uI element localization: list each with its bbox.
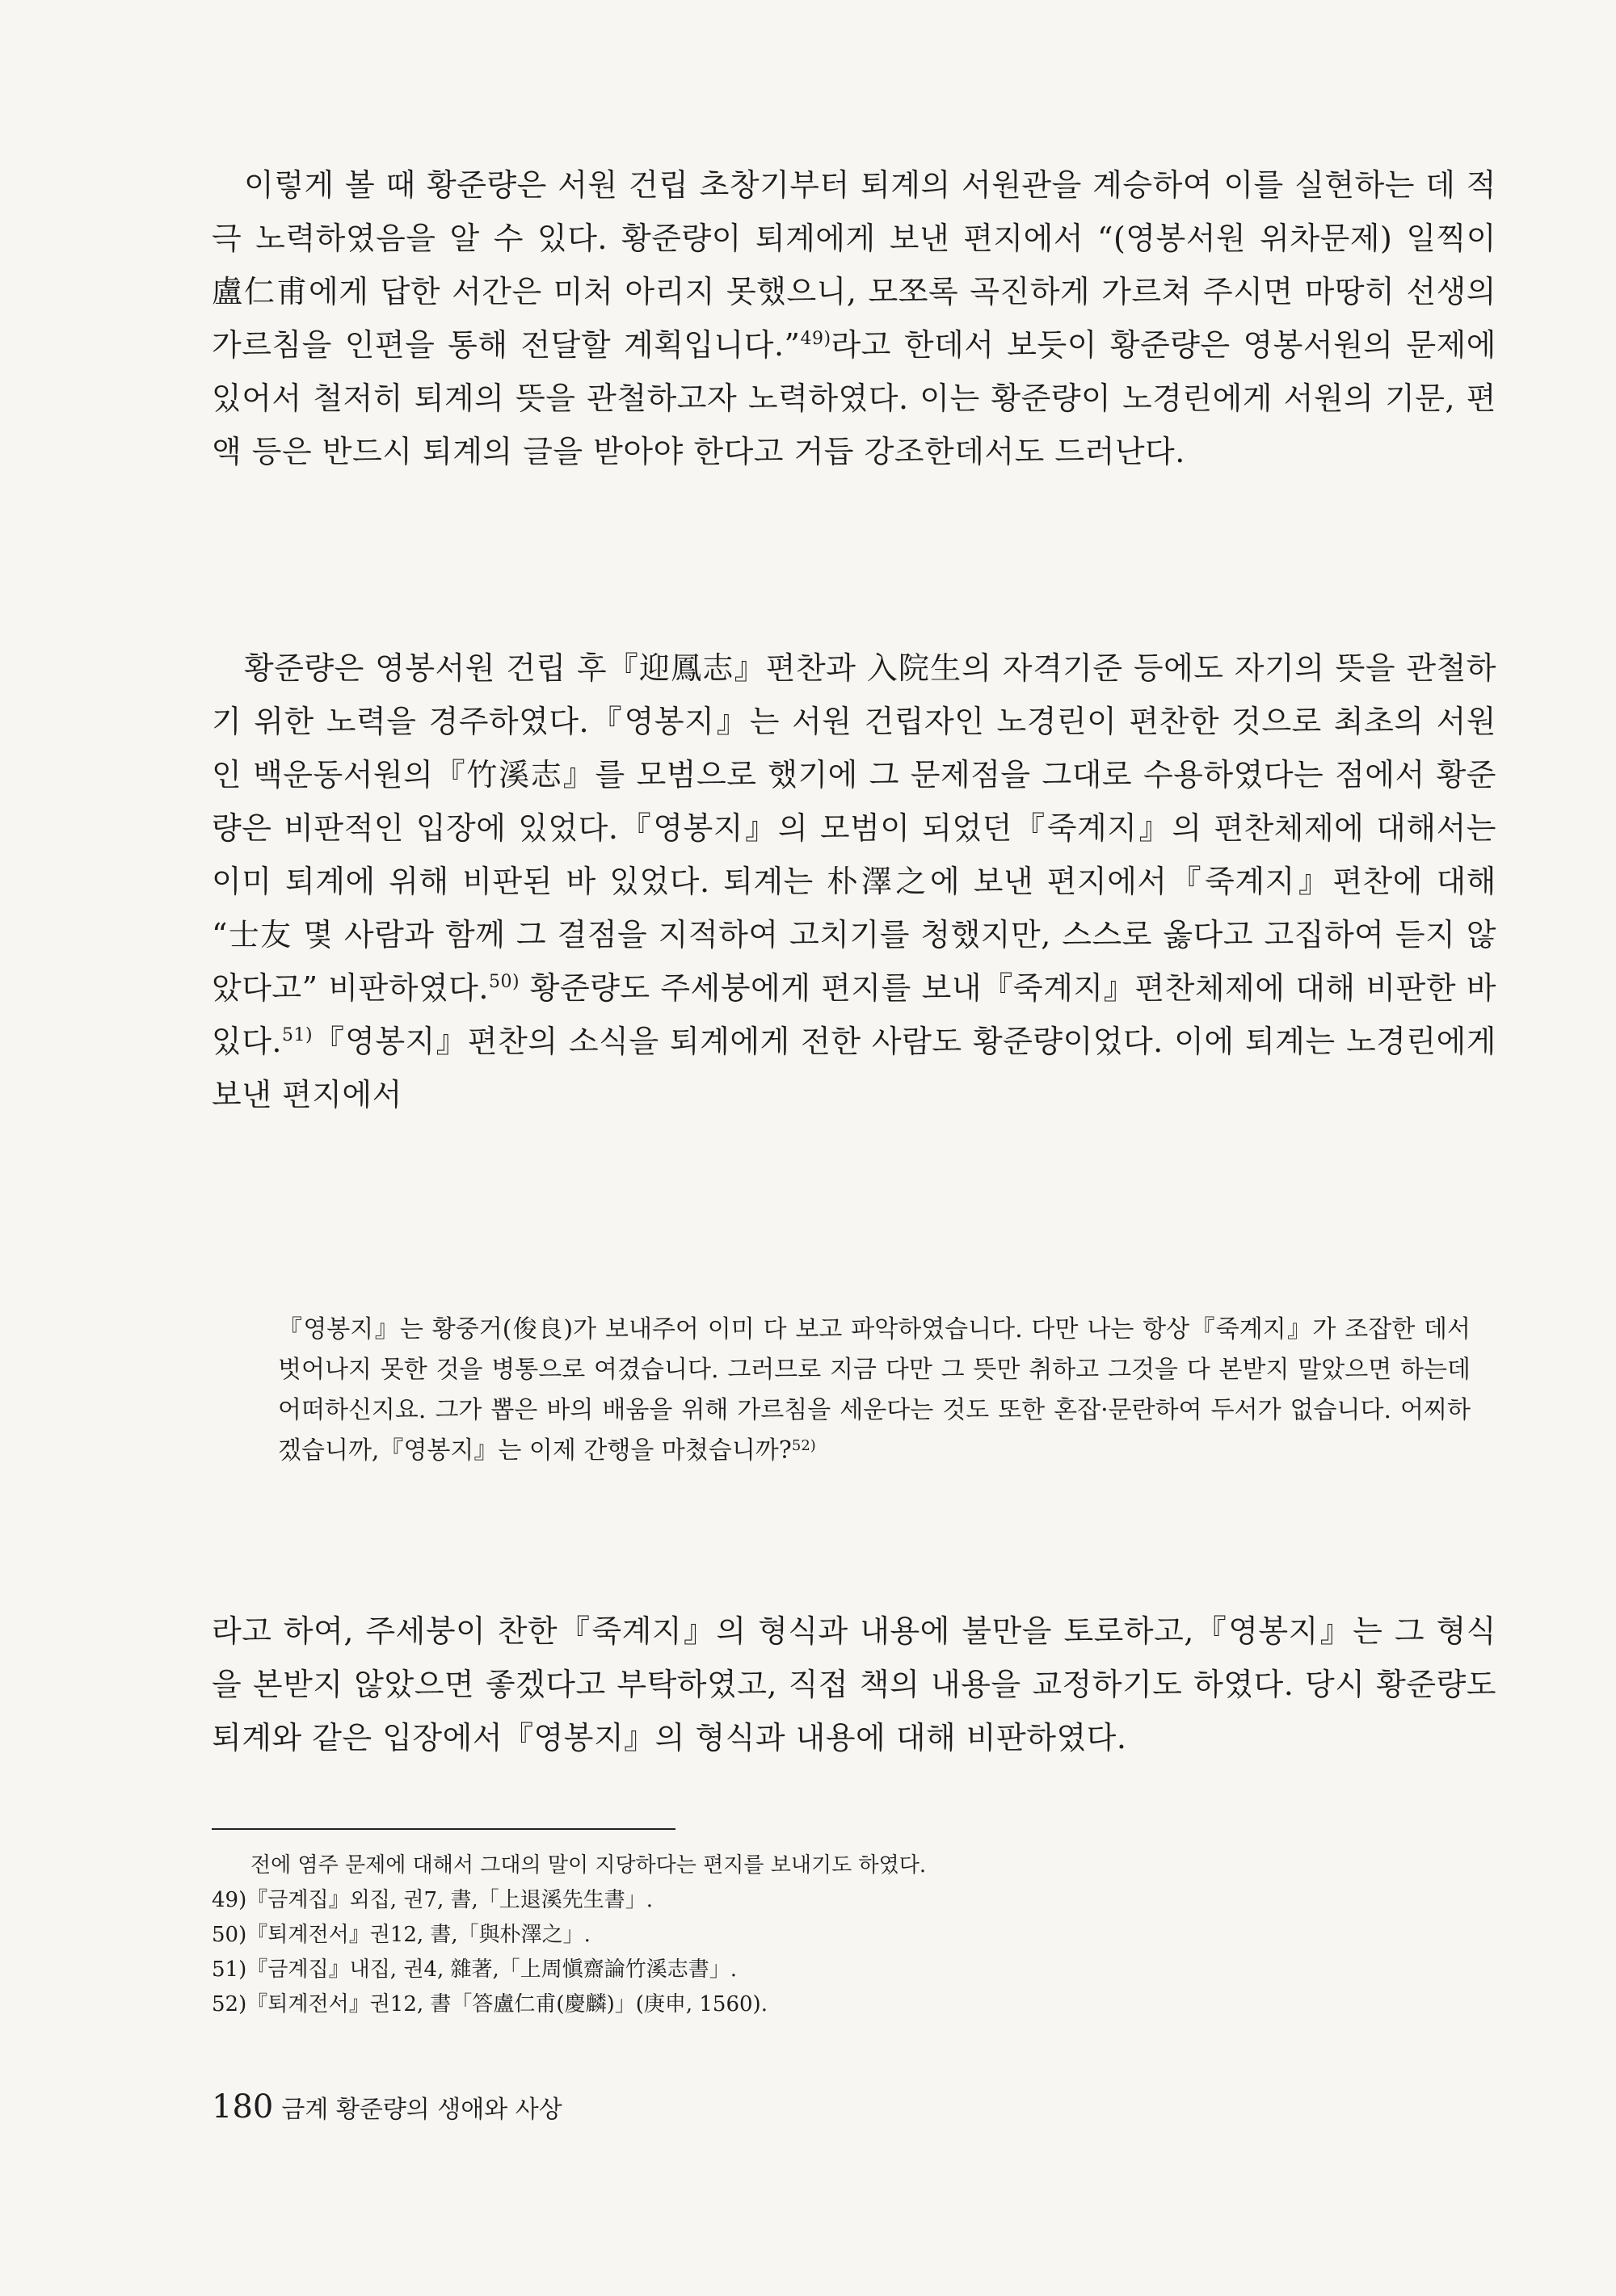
- footnote-ref-52[interactable]: 52): [791, 1437, 816, 1454]
- paragraph-3-text: 라고 하여, 주세붕이 찬한『죽계지』의 형식과 내용에 불만을 토로하고,『영봉지』는 그 형식을 본받지 않았으면 좋겠다고 부탁하였고, 직접 책의 내용을 교정하기도 하였다. 당시 황준량도 퇴계와 같은 입장에서『영봉지』의 형식과 내용에 대해 비판하였다.: [212, 1613, 1496, 1756]
- footnote-ref-49[interactable]: 49): [800, 329, 831, 349]
- paragraph-2-text-3: 『영봉지』편찬의 소식을 퇴계에게 전한 사람도 황준량이었다. 이에 퇴계는 노경린에게 보낸 편지에서: [212, 1024, 1496, 1112]
- block-quote: [278, 1310, 1471, 1471]
- footnote-ref-50[interactable]: 50): [488, 972, 520, 992]
- footnote-49: 49)『금계집』외집, 권7, 書,「上退溪先生書」.: [212, 1888, 654, 1912]
- footnote-51: 51)『금계집』내집, 권4, 雜著,「上周愼齋論竹溪志書」.: [212, 1957, 738, 1982]
- paragraph-1-text-after: 라고 한데서 보듯이 황준량은 영봉서원의 문제에 있어서 철저히 퇴계의 뜻을 관철하고자 노력하였다. 이는 황준량이 노경린에게 서원의 기문, 편액 등은 반드시 퇴계의 글을 받아야 한다고 거듭 강조한데서도 드러난다.: [212, 327, 1496, 469]
- paragraph-2-text-2: 황준량도 주세붕에게 편지를 보내『죽계지』편찬체제에 대해 비판한 바 있다.: [212, 970, 1497, 1059]
- paragraph-2: [212, 641, 1496, 1121]
- paragraph-1: [212, 158, 1496, 478]
- footnote-52: 52)『퇴계전서』권12, 書「答盧仁甫(慶麟)」(庚申, 1560).: [212, 1992, 768, 2016]
- footnote-divider: [212, 1828, 675, 1830]
- footnote-50: 50)『퇴계전서』권12, 書,「與朴澤之」.: [212, 1923, 591, 1947]
- running-title: 금계 황준량의 생애와 사상: [281, 2096, 562, 2124]
- footnote-continuation: 전에 염주 문제에 대해서 그대의 말이 지당하다는 편지를 보내기도 하였다.: [250, 1853, 927, 1878]
- footnotes: [212, 1848, 1496, 2022]
- paragraph-3: [212, 1604, 1496, 1764]
- paragraph-1-text: 이렇게 볼 때 황준량은 서원 건립 초창기부터 퇴계의 서원관을 계승하여 이를 실현하는 데 적극 노력하였음을 알 수 있다. 황준량이 퇴계에게 보낸 편지에서 “(영봉서원 위차문제) 일찍이 盧仁甫에게 답한 서간은 미처 아리지 못했으니, 모쪼록 곡진하게 가르쳐 주시면 마땅히 선생의 가르침을 인편을 통해 전달할 계획입니다.”: [212, 167, 1496, 363]
- page-number: 180: [212, 2088, 274, 2126]
- page-footer: [212, 2088, 562, 2126]
- paragraph-2-text: 황준량은 영봉서원 건립 후『迎鳳志』편찬과 入院生의 자격기준 등에도 자기의 뜻을 관철하기 위한 노력을 경주하였다.『영봉지』는 서원 건립자인 노경린이 편찬한 것으로 최초의 서원인 백운동서원의『竹溪志』를 모범으로 했기에 그 문제점을 그대로 수용하였다는 점에서 황준량은 비판적인 입장에 있었다.『영봉지』의 모범이 되었던『죽계지』의 편찬체제에 대해서는 이미 퇴계에 위해 비판된 바 있었다. 퇴계는 朴澤之에 보낸 편지에서『죽계지』편찬에 대해 “士友 몇 사람과 함께 그 결점을 지적하여 고치기를 청했지만, 스스로 옳다고 고집하여 듣지 않았다고” 비판하였다.: [212, 650, 1496, 1006]
- block-quote-text: 『영봉지』는 황중거(俊良)가 보내주어 이미 다 보고 파악하였습니다. 다만 나는 항상『죽계지』가 조잡한 데서 벗어나지 못한 것을 병통으로 여겼습니다. 그러므로 지금 다만 그 뜻만 취하고 그것을 다 본받지 말았으면 하는데 어떠하신지요. 그가 뽑은 바의 배움을 위해 가르침을 세운다는 것도 또한 혼잡·문란하여 두서가 없습니다. 어찌하겠습니까,『영봉지』는 이제 간행을 마쳤습니까?: [278, 1315, 1471, 1465]
- footnote-ref-51[interactable]: 51): [282, 1025, 314, 1045]
